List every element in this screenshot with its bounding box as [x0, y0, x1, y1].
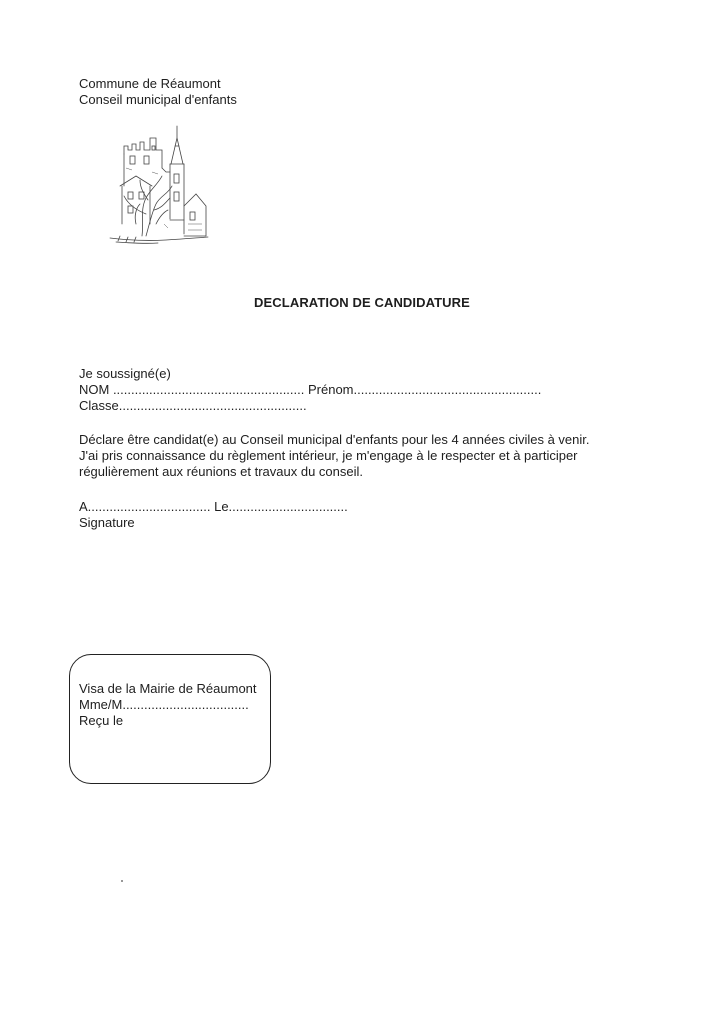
visa-title: Visa de la Mairie de Réaumont [79, 681, 257, 696]
visa-mme-field[interactable]: Mme/M................................... [79, 697, 249, 712]
classe-field[interactable]: Classe.................................................... [79, 398, 307, 413]
commune-name: Commune de Réaumont [79, 76, 221, 91]
scan-speck [121, 880, 123, 882]
council-name: Conseil municipal d'enfants [79, 92, 237, 107]
soussigne-label: Je soussigné(e) [79, 366, 171, 381]
declaration-line-1: Déclare être candidat(e) au Conseil municipal d'enfants pour les 4 années civiles à venir. [79, 432, 590, 447]
declaration-line-3: régulièrement aux réunions et travaux du conseil. [79, 464, 363, 479]
visa-mairie-box [69, 654, 271, 784]
declaration-line-2: J'ai pris connaissance du règlement intérieur, je m'engage à le respecter et à participer [79, 448, 578, 463]
nom-prenom-field[interactable]: NOM ..................................................... Prénom.................................................... [79, 382, 542, 397]
village-church-sketch-icon [106, 124, 210, 246]
header-block [79, 76, 237, 108]
signature-label: Signature [79, 515, 135, 530]
lieu-date-field[interactable]: A.................................. Le................................. [79, 499, 348, 514]
visa-recu-le: Reçu le [79, 713, 124, 728]
document-title: DECLARATION DE CANDIDATURE [254, 295, 470, 310]
